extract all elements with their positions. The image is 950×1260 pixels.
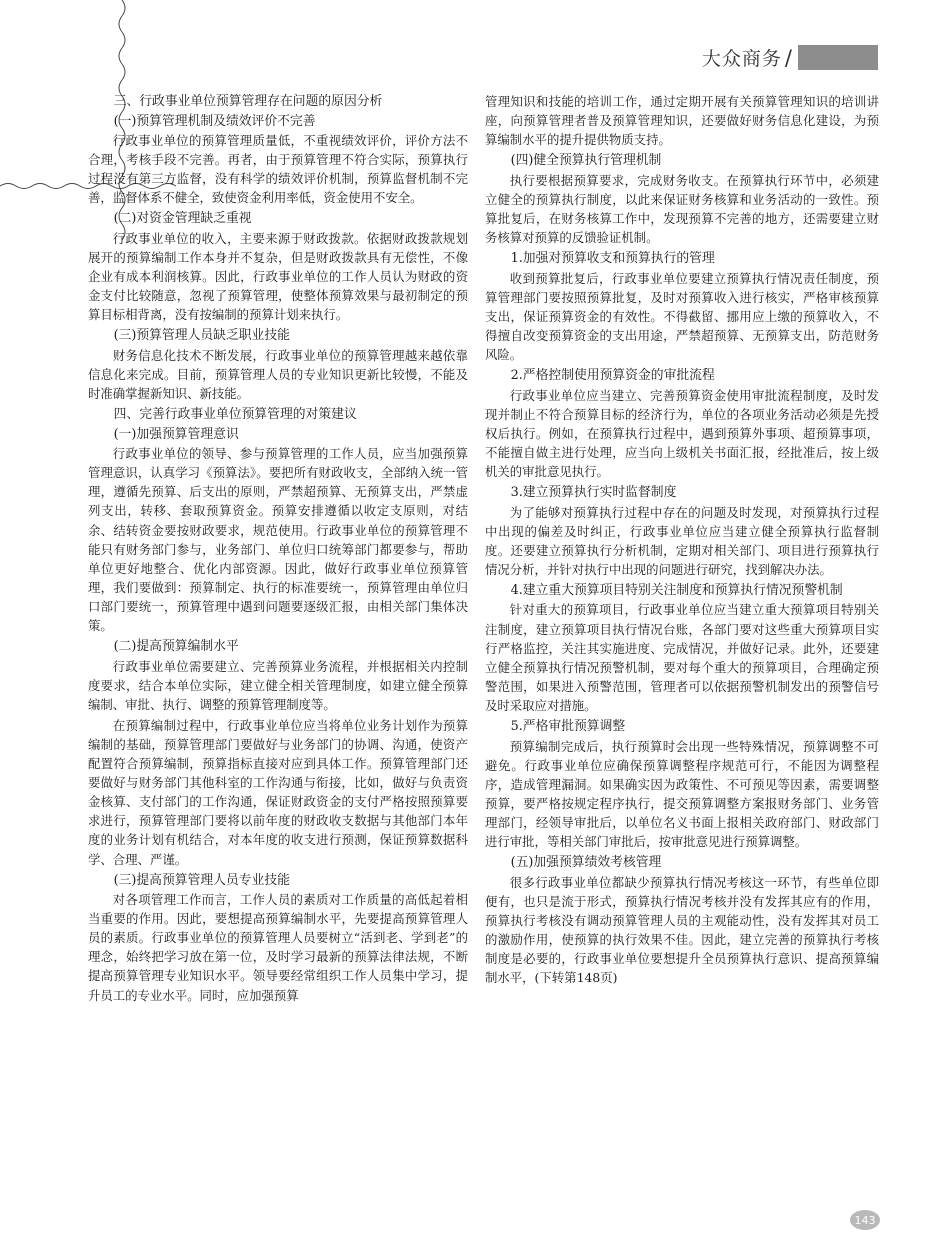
body-paragraph: 对各项管理工作而言，工作人员的素质对工作质量的高低起着相当重要的作用。因此，要想提高预算编制水平，先要提高预算管理人员的素质。行政事业单位的预算管理人员要树立“活到老、学到老”的理念，始终把学习放在第一位，及时学习最新的预算法律法规，不断提高预算管理专业知识水平。领导要经常组织工作人员集中学习，提升员工的专业水平。同时，应加强预算 <box>88 892 468 1003</box>
numbered-heading: 5.严格审批预算调整 <box>510 719 626 735</box>
body-paragraph: 执行要根据预算要求，完成财务收支。在预算执行环节中，必须建立健全的预算执行制度，以此来保证财务核算和业务活动的一致性。预算批复后，在财务核算工作中，发现预算不完善的地方，还需要建立财务核算对预算的反馈验证机制。 <box>485 172 879 246</box>
body-paragraph: 收到预算批复后，行政事业单位要建立预算执行情况责任制度，预算管理部门要按照预算批复，及时对预算收入进行核实，严格审核预算支出，保证预算资金的有效性。不得截留、挪用应上缴的预算收入，不得擅自改变预算资金的支出用途，严禁超预算、无预算支出，防范财务风险。 <box>485 270 879 363</box>
subsection-heading: (三)提高预算管理人员专业技能 <box>113 872 290 888</box>
numbered-heading: 2.严格控制使用预算资金的审批流程 <box>510 368 715 384</box>
page-number-badge: 143 <box>850 1210 880 1230</box>
header-slash: / <box>784 45 792 70</box>
header-grey-bar <box>798 45 878 70</box>
body-paragraph: 预算编制完成后，执行预算时会出现一些特殊情况，预算调整不可避免。行政事业单位应确保预算调整程序规范可行，不能因为调整程序，造成管理漏洞。如果确实因为政策性、不可预见等因素，需要调整预算，要严格按规定程序执行，提交预算调整方案报财务部门、业务管理部门，经领导审批后，以单位名义书面上报相关政府部门、财政部门进行审批，等相关部门审批后，按审批意见进行预算调整。 <box>485 738 879 849</box>
body-paragraph: 行政事业单位需要建立、完善预算业务流程，并根据相关内控制度要求，结合本单位实际，建立健全相关管理制度，如建立健全预算编制、审批、执行、调整的预算管理制度等。 <box>88 658 468 712</box>
body-paragraph: 行政事业单位的领导、参与预算管理的工作人员，应当加强预算管理意识，认真学习《预算法》。要把所有财政收支，全部纳入统一管理，遵循先预算、后支出的原则，严禁超预算、无预算支出，严禁虚列支出，转移、套取预算资金。预算安排遵循以收定支原则，对结余、结转资金要按财政要求，规范使用。行政事业单位的预算管理不能只有财务部门参与，业务部门、单位归口统筹部门都要参与，帮助单位更好地整合、优化内部资源。因此，做好行政事业单位预算管理，我们要做到：预算制定、执行的标准要统一，预算管理由单位归口部门要统一，预算管理中遇到问题要逐级汇报，由相关部门集体决策。 <box>88 446 468 633</box>
body-paragraph: 财务信息化技术不断发展，行政事业单位的预算管理越来越依靠信息化来完成。目前，预算管理人员的专业知识更新比较慢，不能及时准确掌握新知识、新技能。 <box>88 347 468 402</box>
body-paragraph: 管理知识和技能的培训工作，通过定期开展有关预算管理知识的培训讲座，向预算管理者普及预算管理知识，还要做好财务信息化建设，为预算编制水平的提升提供物质支持。 <box>485 94 879 148</box>
body-paragraph: 行政事业单位的收入，主要来源于财政拨款。依据财政拨款规划展开的预算编制工作本身并不复杂，但是财政拨款具有无偿性，不像企业有成本利润核算。因此，行政事业单位的工作人员认为财政的资金支付比较随意，忽视了预算管理，使整体预算效果与最初制定的预算目标相背离，没有按编制的预算计划来执行。 <box>88 230 468 323</box>
body-paragraph: 在预算编制过程中，行政事业单位应当将单位业务计划作为预算编制的基础，预算管理部门要做好与业务部门的协调、沟通，使资产配置符合预算编制，预算指标直接对应到具体工作。预算管理部门还要做好与财务部门其他科室的工作沟通与衔接，比如，做好与负责资金核算、支付部门的工作沟通，保证财政资金的支付严格按照预算要求进行，预算管理部门要将以前年度的财政收支数据与其他部门本年度的业务计划有机结合，对本年度的收支进行预测，保证预算数据科学、合理、严谨。 <box>88 717 468 867</box>
journal-brand: 大众商务 <box>701 48 782 70</box>
body-paragraph: 很多行政事业单位都缺少预算执行情况考核这一环节，有些单位即便有，也只是流于形式，预算执行情况考核并没有发挥其应有的作用，预算执行考核没有调动预算管理人员的主观能动性，没有发挥其对员工的激励作用，使预算的执行效果不佳。因此，建立完善的预算执行考核制度是必要的，行政事业单位要想提升全员预算执行意识、提高预算编制水平，(下转第148页) <box>485 874 879 986</box>
body-paragraph: 行政事业单位的预算管理质量低，不重视绩效评价，评价方法不合理，考核手段不完善。再者，由于预算管理不符合实际，预算执行过程没有第三方监督，没有科学的绩效评价机制，预算监督机制不完善，监督体系不健全，致使资金利用率低，资金使用不安全。 <box>88 133 468 206</box>
numbered-heading: 4.建立重大预算项目特别关注制度和预算执行情况预警机制 <box>510 582 843 598</box>
section-heading: 四、完善行政事业单位预算管理的对策建议 <box>113 407 357 423</box>
subsection-heading: (二)对资金管理缺乏重视 <box>113 211 252 227</box>
numbered-heading: 3.建立预算执行实时监督制度 <box>510 485 677 501</box>
body-paragraph: 行政事业单位应当建立、完善预算资金使用审批流程制度，及时发现并制止不符合预算目标的经济行为，单位的各项业务活动必须是先授权后执行。例如，在预算执行过程中，遇到预算外事项、超预算事项，不能擅自做主进行处理，应当向上级机关书面汇报，经批准后，按上级机关的审批意见执行。 <box>485 387 879 479</box>
section-heading: 三、行政事业单位预算管理存在问题的原因分析 <box>113 94 383 109</box>
journal-header <box>702 44 878 71</box>
left-text-column <box>88 92 468 1007</box>
subsection-heading: (一)预算管理机制及绩效评价不完善 <box>113 113 316 129</box>
subsection-heading: (二)提高预算编制水平 <box>113 639 239 655</box>
subsection-heading: (四)健全预算执行管理机制 <box>510 153 662 169</box>
subsection-heading: (三)预算管理人员缺乏职业技能 <box>113 328 290 344</box>
numbered-heading: 1.加强对预算收支和预算执行的管理 <box>510 251 715 267</box>
subsection-heading: (一)加强预算管理意识 <box>113 426 239 442</box>
body-paragraph: 为了能够对预算执行过程中存在的问题及时发现，对预算执行过程中出现的偏差及时纠正，行政事业单位应当建立健全预算执行监督制度。还要建立预算执行分析机制，定期对相关部门、项目进行预算执行情况分析，并针对执行中出现的问题进行研究，找到解决办法。 <box>485 504 879 577</box>
right-text-column <box>485 92 879 989</box>
subsection-heading: (五)加强预算绩效考核管理 <box>510 855 662 871</box>
body-paragraph: 针对重大的预算项目，行政事业单位应当建立重大预算项目特别关注制度，建立预算项目执行情况台账，各部门要对这些重大预算项目实行严格监控，关注其实施进度、完成情况，并做好记录。此外，还要建立健全预算执行情况预警机制，要对每个重大的预算项目，合理确定预警范围，如果进入预警范围，管理者可以依据预警机制发出的预警信号及时采取应对措施。 <box>485 602 879 713</box>
